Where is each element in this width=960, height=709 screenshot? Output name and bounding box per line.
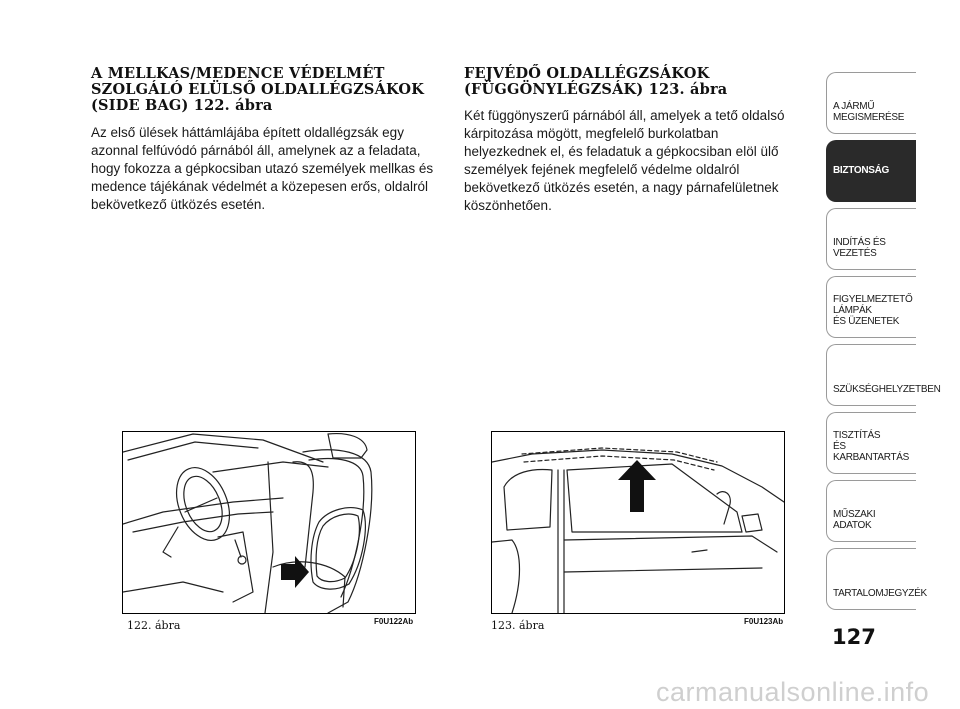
heading-line: (SIDE BAG) 122. ábra: [91, 97, 273, 114]
tab-emergency[interactable]: [826, 344, 941, 406]
tab-label: BIZTONSÁG: [833, 165, 890, 176]
section-body-curtain-bag: [464, 107, 784, 215]
tab-label: TISZTÍTÁS ÉS KARBANTARTÁS: [833, 430, 910, 463]
body-line: bekövetkező ütközés esetén, a nagy párnafelületnek: [464, 180, 779, 195]
heading-line: (FÜGGÖNYLÉGZSÁK) 123. ábra: [464, 81, 728, 98]
tab-vehicle-overview[interactable]: [826, 72, 916, 134]
section-body-side-bag: [91, 124, 433, 214]
body-line: helyezkednek el, és feladatuk a gépkocsiban elöl ülő: [464, 144, 779, 159]
curtain-airbag-illustration: [492, 432, 784, 613]
tab-label: TARTALOMJEGYZÉK: [833, 588, 927, 599]
body-line: medence tájékának védelmét a közepesen erős, oldalról: [91, 179, 428, 194]
figure-code: F0U123Ab: [744, 617, 784, 626]
figure-122-seat-side-airbag: [122, 431, 416, 614]
figure-caption: 123. ábra: [491, 619, 545, 632]
tab-label: SZÜKSÉGHELYZETBEN: [833, 384, 941, 395]
body-line: köszönhetően.: [464, 198, 552, 213]
tab-safety[interactable]: [826, 140, 916, 202]
body-line: Az első ülések háttámlájába épített oldallégzsák egy: [91, 125, 404, 140]
figure-code: F0U122Ab: [374, 617, 414, 626]
tab-maintenance[interactable]: [826, 412, 916, 474]
body-line: hogy fokozza a gépkocsiban utazó személyek mellkas és: [91, 161, 434, 176]
tab-label: MŰSZAKI ADATOK: [833, 509, 876, 531]
section-heading-curtain-bag: [464, 66, 727, 98]
heading-line: SZOLGÁLÓ ELÜLSŐ OLDALLÉGZSÁKOK: [91, 81, 425, 98]
body-line: bekövetkező ütközés esetén.: [91, 197, 266, 212]
watermark: carmanualsonline.info: [656, 677, 930, 707]
figure-123-curtain-airbag: [491, 431, 785, 614]
tab-label: FIGYELMEZTETŐ LÁMPÁK ÉS ÜZENETEK: [833, 294, 913, 327]
heading-line: FEJVÉDŐ OLDALLÉGZSÁKOK: [464, 65, 710, 82]
body-line: Két függönyszerű párnából áll, amelyek a tető oldalsó: [464, 108, 785, 123]
tab-index[interactable]: [826, 548, 927, 610]
seat-side-airbag-illustration: [123, 432, 415, 613]
tab-technical-data[interactable]: [826, 480, 916, 542]
tab-label: A JÁRMŰ MEGISMERÉSE: [833, 101, 905, 123]
tab-starting-driving[interactable]: [826, 208, 916, 270]
tab-warning-lights[interactable]: [826, 276, 916, 338]
heading-line: A MELLKAS/MEDENCE VÉDELMÉT: [91, 65, 385, 82]
tab-label: INDÍTÁS ÉS VEZETÉS: [833, 237, 886, 259]
body-line: azonnal felfúvódó párnából áll, amelynek az a feladata,: [91, 143, 421, 158]
body-line: kárpitozása mögött, megfelelő burkolatban: [464, 126, 719, 141]
chapter-tabs: [826, 72, 941, 616]
body-line: személyek fejének megfelelő védelme oldalról: [464, 162, 740, 177]
page-number: 127: [832, 625, 876, 649]
section-heading-side-bag: [91, 66, 424, 114]
figure-caption: 122. ábra: [127, 619, 181, 632]
